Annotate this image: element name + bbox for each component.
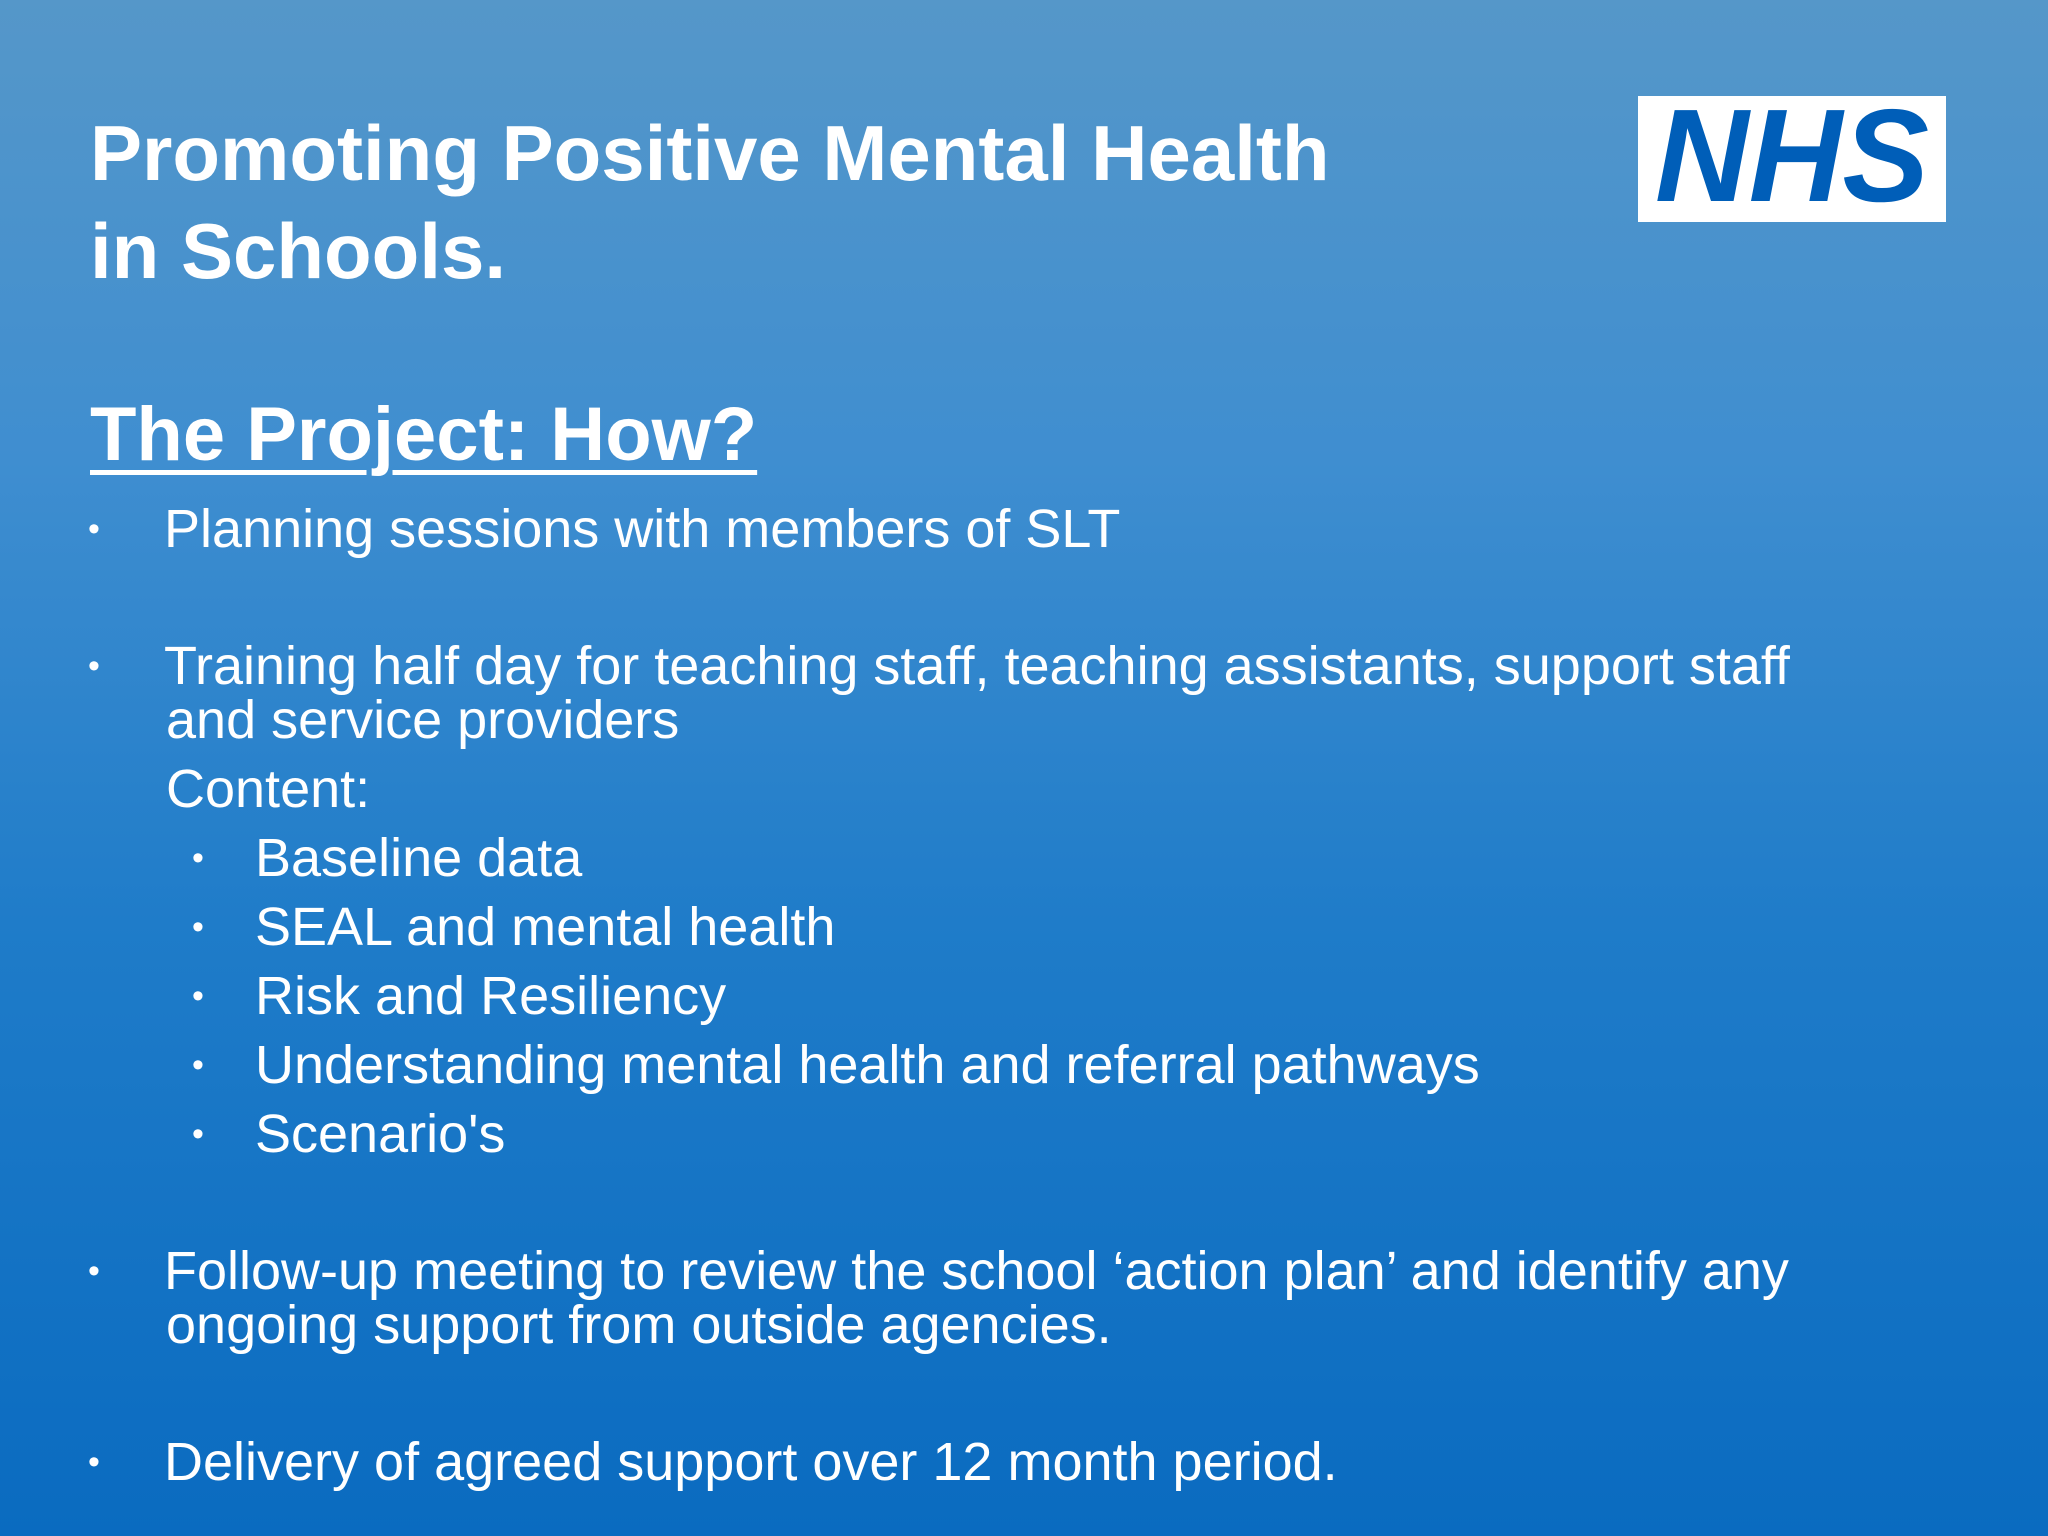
bullet-icon: • xyxy=(192,1046,204,1084)
bullet-icon: • xyxy=(192,839,204,877)
sub-list-item-text: Understanding mental health and referral pathways xyxy=(255,1035,1480,1095)
bullet-icon: • xyxy=(192,977,204,1015)
bullet-icon: • xyxy=(88,1443,100,1481)
list-item-text-line-1: Training half day for teaching staff, teaching assistants, support staff xyxy=(164,636,1790,696)
list-item-text: Delivery of agreed support over 12 month period. xyxy=(164,1432,1338,1492)
sub-list-item-text: Scenario's xyxy=(255,1104,506,1164)
list-item-text-line-2: ongoing support from outside agencies. xyxy=(166,1295,1112,1355)
bullet-icon: • xyxy=(88,647,100,685)
title-line-1: Promoting Positive Mental Health xyxy=(90,109,1330,197)
bullet-icon: • xyxy=(192,908,204,946)
sub-list-item-text: Baseline data xyxy=(255,828,583,888)
bullet-icon: • xyxy=(88,510,100,548)
title-line-2: in Schools. xyxy=(90,207,507,295)
slide-title xyxy=(90,104,1590,300)
bullet-icon: • xyxy=(192,1115,204,1153)
list-item-text-line-2: and service providers xyxy=(166,690,680,750)
section-heading: The Project: How? xyxy=(90,392,758,477)
nhs-logo-text: NHS xyxy=(1655,103,1929,215)
bullet-icon: • xyxy=(88,1252,100,1290)
list-item-text-line-1: Follow-up meeting to review the school ‘action plan’ and identify any xyxy=(164,1241,1789,1301)
sub-list-item-text: Risk and Resiliency xyxy=(255,966,727,1026)
list-item-text: Planning sessions with members of SLT xyxy=(164,499,1121,559)
nhs-logo-mark xyxy=(1648,103,1936,215)
content-label: Content: xyxy=(166,759,371,819)
nhs-logo xyxy=(1638,96,1946,222)
sub-list-item-text: SEAL and mental health xyxy=(255,897,836,957)
